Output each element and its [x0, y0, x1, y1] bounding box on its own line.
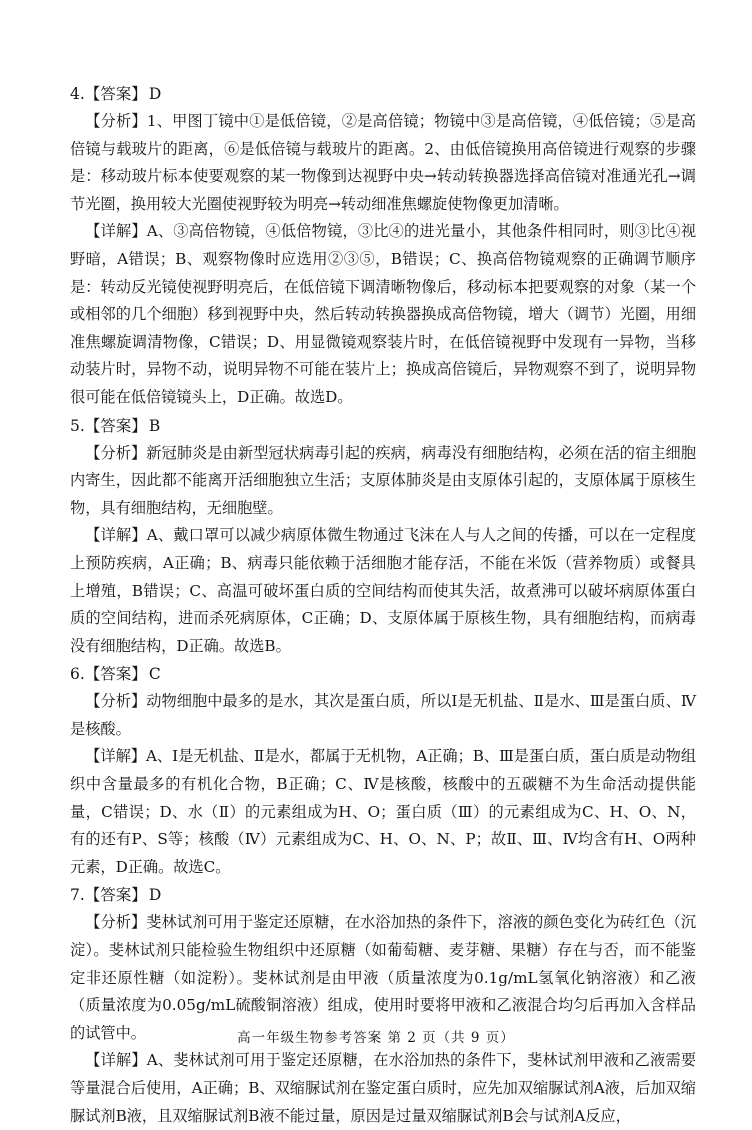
detail-paragraph [70, 1047, 696, 1130]
analysis-label: 【分析】 [85, 913, 147, 932]
analysis-text: 1、甲图丁镜中①是低倍镜，②是高倍镜；物镜中③是高倍镜，④低倍镜；⑤是高倍镜与载玻片的距离，⑥是低倍镜与载玻片的距离。2、由低倍镜换用高倍镜进行观察的步骤是：移动玻片标本使要观察的某一物像到达视野中央→转动转换器选择高倍镜对准通光孔→调节光圈，换用较大光圈使视野较为明亮→转动细准焦螺旋使物像更加清晰。 [70, 112, 696, 213]
analysis-text: 新冠肺炎是由新型冠状病毒引起的疾病，病毒没有细胞结构，必须在活的宿主细胞内寄生，因此都不能离开活细胞独立生活；支原体肺炎是由支原体引起的，支原体属于原核生物，具有细胞结构，无细胞壁。 [70, 443, 697, 517]
question-5 [70, 412, 696, 661]
detail-label: 【详解】 [85, 747, 146, 766]
detail-text: A、Ⅰ是无机盐、Ⅱ是水，都属于无机物，A正确；B、Ⅲ是蛋白质，蛋白质是动物组织中含量最多的有机化合物，B正确；C、Ⅳ是核酸，核酸中的五碳糖不为生命活动提供能量，C错误；D、水（Ⅱ）的元素组成为H、O；蛋白质（Ⅲ）的元素组成为C、H、O、N，有的还有P、S等；核酸（Ⅳ）元素组成为C、H、O、N、P；故Ⅱ、Ⅲ、Ⅳ均含有H、O两种元素，D正确。故选C。 [70, 747, 697, 876]
detail-text: A、戴口罩可以减少病原体微生物通过飞沫在人与人之间的传播，可以在一定程度上预防疾病，A正确；B、病毒只能依赖于活细胞才能存活，不能在米饭（营养物质）或餐具上增殖，B错误；C、高温可破坏蛋白质的空间结构而使其失活，故煮沸可以破坏病原体蛋白质的空间结构，进而杀死病原体，C正确；D、支原体属于原核生物，具有细胞结构，而病毒没有细胞结构，D正确。故选B。 [70, 526, 697, 655]
answer-line [70, 80, 696, 108]
question-4 [70, 80, 696, 412]
page-footer: 高一年级生物参考答案 第 2 页（共 9 页） [237, 1030, 515, 1046]
answer-line [70, 412, 696, 440]
analysis-paragraph [70, 108, 696, 218]
answer-value: C [148, 665, 161, 684]
detail-label: 【详解】 [85, 526, 147, 545]
analysis-text: 动物细胞中最多的是水，其次是蛋白质，所以Ⅰ是无机盐、Ⅱ是水、Ⅲ是蛋白质、Ⅳ是核酸。 [70, 692, 696, 738]
question-number: 6. [70, 665, 85, 684]
answer-line [70, 881, 696, 909]
answer-label: 【答案】 [84, 665, 147, 684]
analysis-paragraph [70, 688, 696, 743]
analysis-label: 【分析】 [85, 692, 147, 711]
detail-paragraph [70, 218, 696, 411]
analysis-label: 【分析】 [85, 112, 147, 130]
analysis-paragraph [70, 440, 696, 523]
detail-paragraph [70, 522, 696, 660]
answer-label: 【答案】 [84, 886, 147, 905]
answer-content [70, 80, 696, 1130]
answer-line [70, 660, 696, 688]
question-number: 4. [70, 85, 85, 103]
answer-label: 【答案】 [84, 416, 147, 435]
question-number: 5. [70, 416, 85, 435]
answer-value: D [148, 886, 162, 905]
answer-value: D [148, 85, 162, 103]
detail-label: 【详解】 [85, 1051, 147, 1070]
analysis-text: 斐林试剂可用于鉴定还原糖，在水浴加热的条件下，溶液的颜色变化为砖红色（沉淀）。斐林试剂只能检验生物组织中还原糖（如葡萄糖、麦芽糖、果糖）存在与否，而不能鉴定非还原性糖（如淀粉）。斐林试剂是由甲液（质量浓度为0.1g/mL氢氧化钠溶液）和乙液（质量浓度为0.05g/mL硫酸铜溶液）组成，使用时要将甲液和乙液混合均匀后再加入含样品的试管中。 [70, 913, 697, 1042]
question-6 [70, 660, 696, 881]
detail-text: A、斐林试剂可用于鉴定还原糖，在水浴加热的条件下，斐林试剂甲液和乙液需要等量混合后使用，A正确；B、双缩脲试剂在鉴定蛋白质时，应先加双缩脲试剂A液，后加双缩脲试剂B液，且双缩脲试剂B液不能过量，原因是过量双缩脲试剂B会与试剂A反应， [70, 1051, 697, 1125]
question-7 [70, 881, 696, 1130]
answer-label: 【答案】 [84, 85, 147, 103]
analysis-label: 【分析】 [85, 443, 147, 462]
detail-text: A、③高倍物镜，④低倍物镜，③比④的进光量小，其他条件相同时，则③比④视野暗，A错误；B、观察物像时应选用②③⑤，B错误；C、换高倍物镜观察的正确调节顺序是：转动反光镜使视野明亮后，在低倍镜下调清晰物像后，移动标本把要观察的对象（某一个或相邻的几个细胞）移到视野中央，然后转动转换器换成高倍物镜，增大（调节）光圈，用细准焦螺旋调清物像，C错误；D、用显微镜观察装片时，在低倍镜视野中发现有一异物，当移动装片时，异物不动，说明异物不可能在装片上；换成高倍镜后，异物观察不到了，说明异物很可能在低倍镜镜头上，D正确。故选D。 [70, 222, 697, 406]
detail-paragraph [70, 743, 696, 881]
question-number: 7. [70, 886, 85, 905]
answer-value: B [148, 416, 161, 435]
detail-label: 【详解】 [85, 222, 147, 241]
